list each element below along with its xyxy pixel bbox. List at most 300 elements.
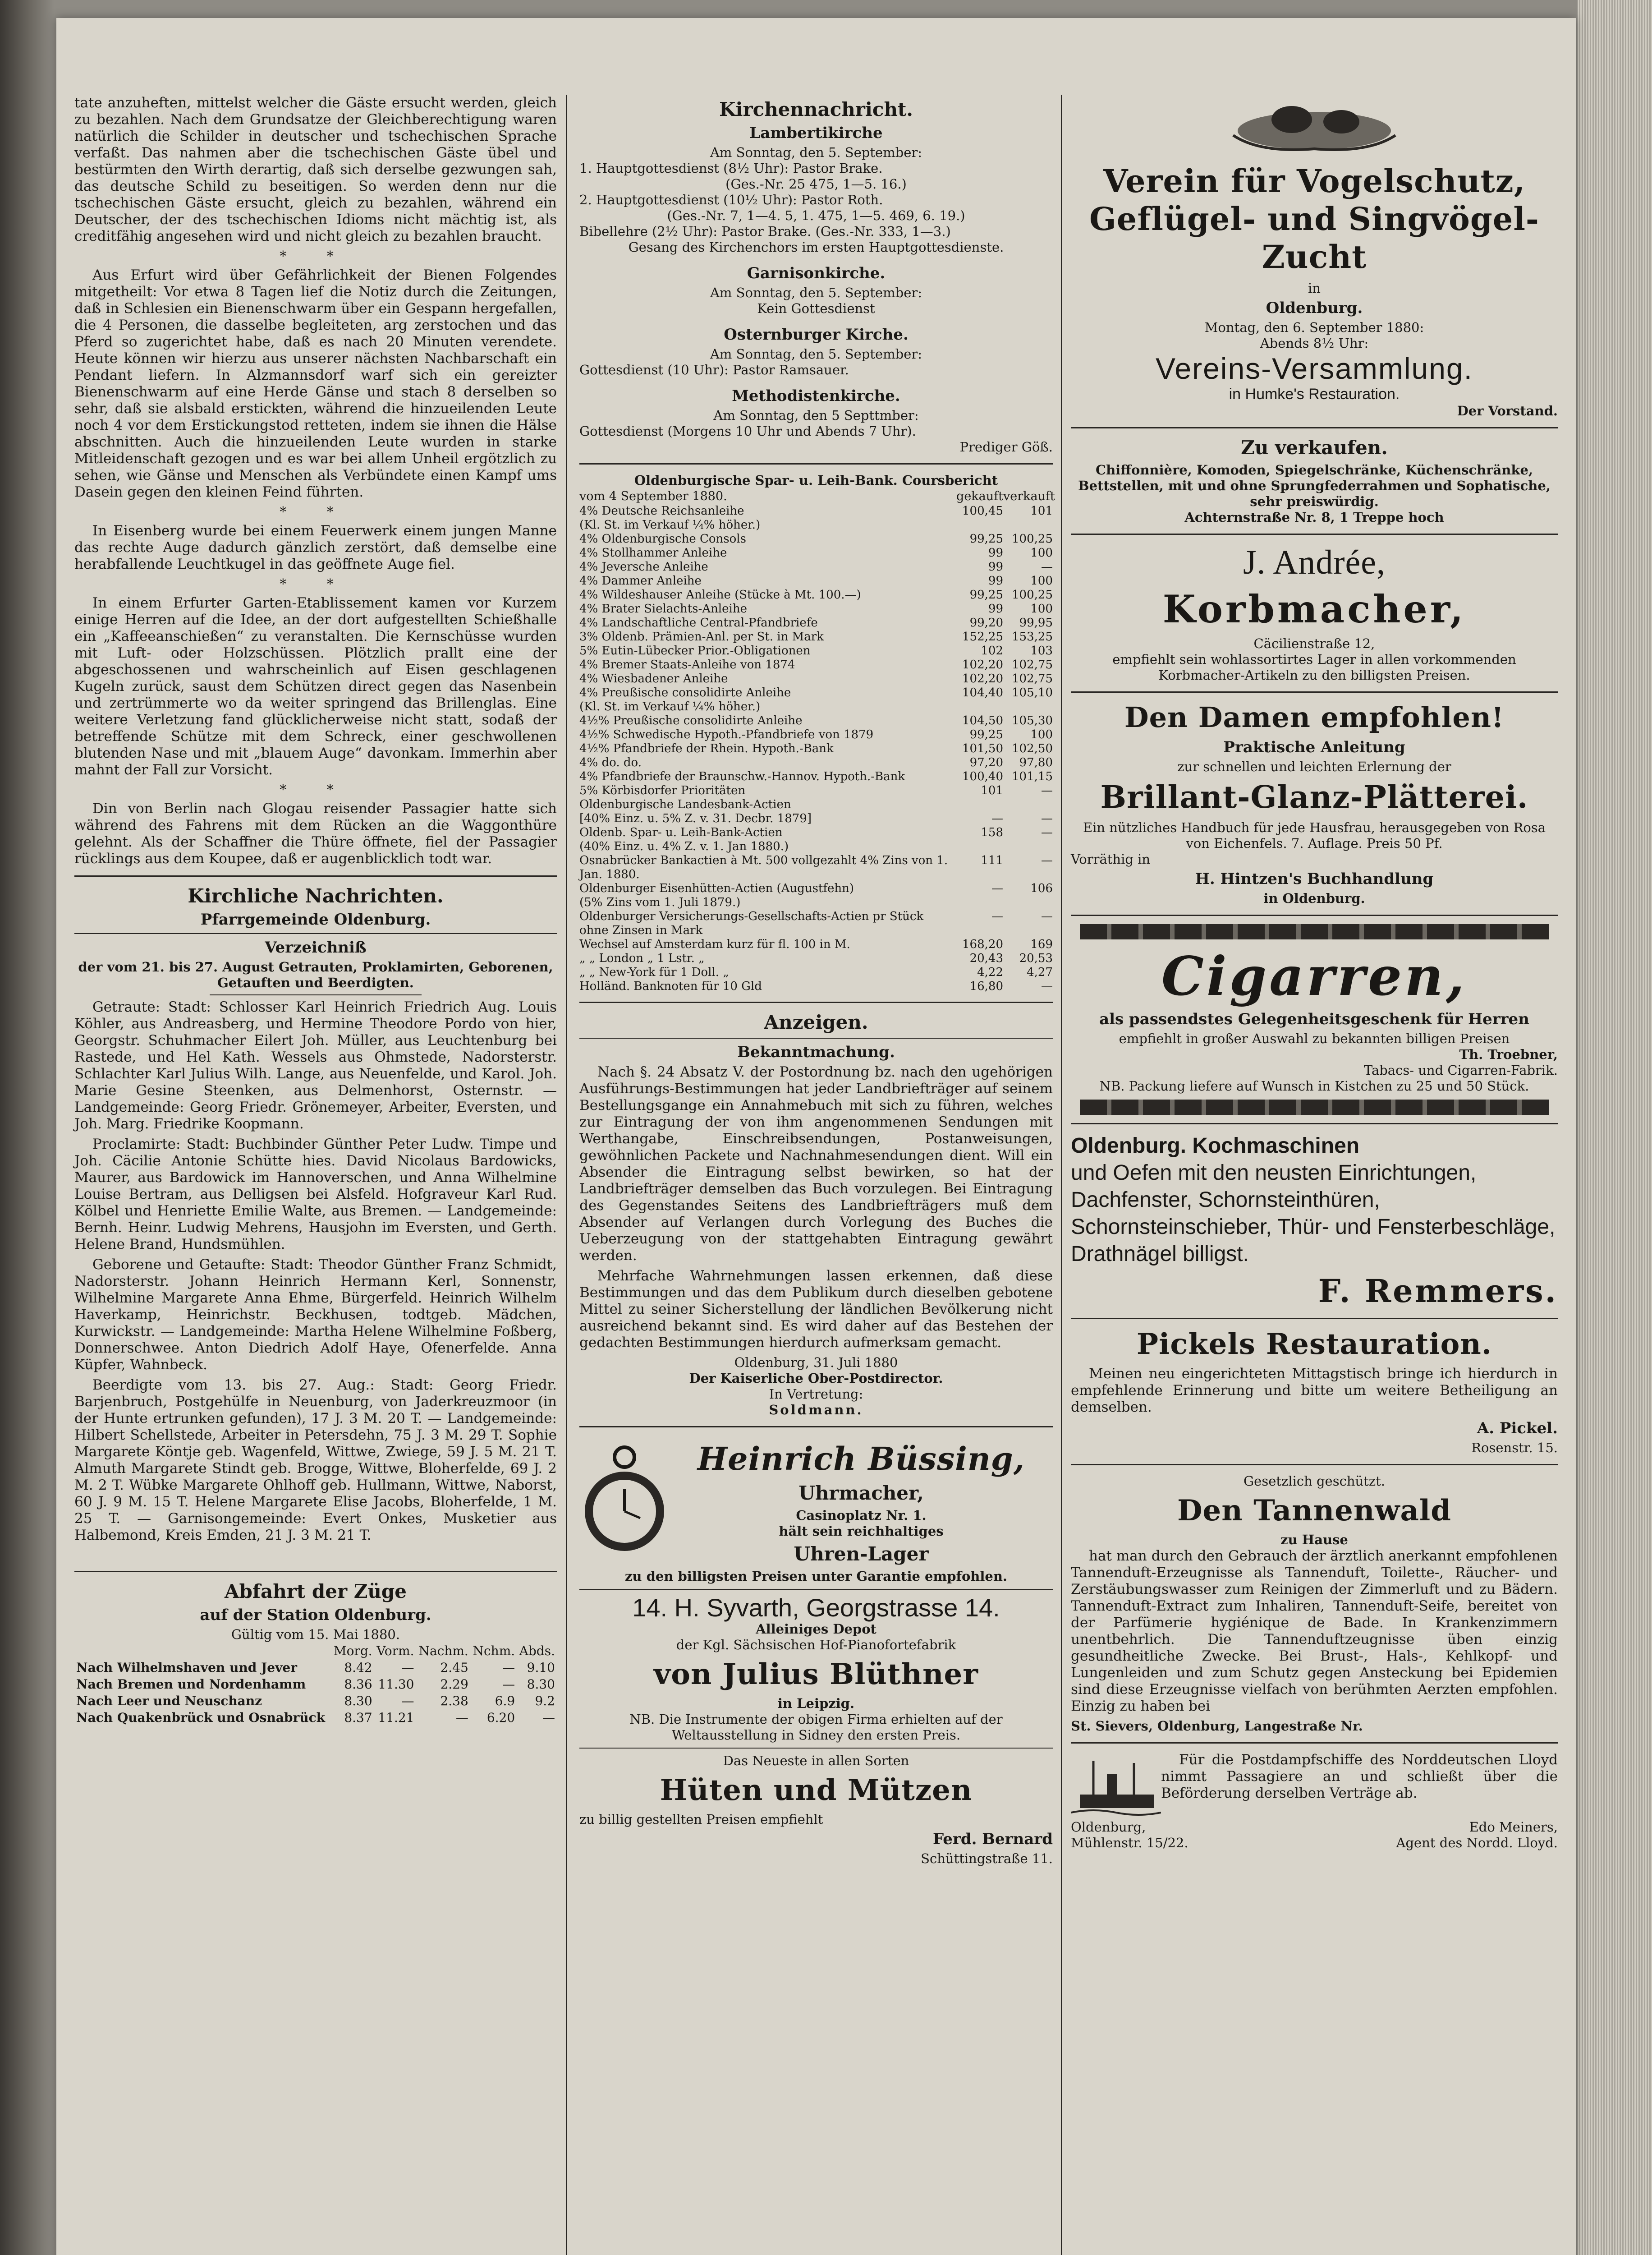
table-header-cell: Nchm. xyxy=(473,1643,515,1658)
security-name: Oldenburger Versicherungs-Gesellschafts-Actien pr Stück ohne Zinsen in Mark xyxy=(579,910,924,937)
text-line: Gottesdienst (Morgens 10 Uhr und Abends 7 Uhr). xyxy=(579,423,916,439)
table-row xyxy=(579,826,1053,840)
text-line: 1. Hauptgottesdienst (8½ Uhr): Pastor Brake. xyxy=(579,161,883,176)
bekanntmachung-text2: Mehrfache Wahrnehmungen lassen erkennen, daß diese Bestimmungen und das dem Publikum durch dieselben gebotene Mittel zu seiner Sicherstellung der ländlichen Bevölkerung nicht ausreichend bekannt sind. Es wird daher auf das Bestehen der gedachten Bestimmungen hierdurch aufmerksam gemacht. xyxy=(579,1268,1053,1351)
table-row xyxy=(579,798,1053,812)
table-row xyxy=(579,714,1053,728)
text-line: Uhrmacher, xyxy=(798,1482,924,1504)
divider xyxy=(210,994,422,995)
anzeigen-title: Anzeigen. xyxy=(764,1011,868,1033)
table-row xyxy=(579,630,1053,644)
verein-title: Verein für Vogelschutz, Geflügel- und Singvögel-Zucht xyxy=(1089,162,1539,276)
pickels-title: Pickels Restauration. xyxy=(1136,1327,1492,1361)
price-cell: 99 xyxy=(988,546,1003,560)
price-cell: 99,95 xyxy=(1019,616,1053,630)
beerdigte-list: Beerdigte vom 13. bis 27. Aug.: Stadt: Georg Friedr. Barjenbruch, Postgehülfe in Neuenburg, von Jaderkreuzmoor (in der Hunte ertrunken gefunden), 17 J. 3 M. 20 T. — Landgemeinde: Hilbert Schellstede, Arbeiter in Petersdehn, 75 J. 3 M. 29 T. Sophie Margarete Köntje geb. Wagenfeld, Wittwe, Zwiege, 59 J. 5 M. 21 T. Almuth Margarete Stindt geb. Brogge, Wittwe, Bloherfelde, 69 J. 2 M. 2 T. Wübke Margarete Ohlhoff geb. Hullmann, Wittwe, Naborst, 60 J. 9 M. 15 T. Helene Margarete Elise Jacobs, Bloherfelde, 1 M. 25 T. — Garnisongemeinde: Evert Onkes, Musketier aus Halbemond, Kreis Emden, 21 J. 3 M. 21 T. xyxy=(74,1377,557,1543)
geborene-list: Geborene und Getaufte: Stadt: Theodor Günther Franz Schmidt, Nadorsterstr. Johann Heinrich Hermann Kerl, Sonnenstr, Wilhelmine Margarete Anna Ehme, Bürgerfeld. Heinrich Wilhelm Haverkamp, Heinrichstr. Beckhusen, todtgeb. Mädchen, Kurwickstr. — Landgemeinde: Martha Helene Wilhelmine Foßberg, Donnerschwee. Anton Diedrich Adolf Haye, Ofenerfelde. Anna Küpfer, Wahnbeck. xyxy=(74,1256,557,1373)
security-name: 4% Pfandbriefe der Braunschw.-Hannov. Hypoth.-Bank xyxy=(579,770,905,783)
divider xyxy=(579,1589,1053,1590)
text-line: Oldenburg, xyxy=(1071,1819,1146,1835)
lloyd-ad xyxy=(1071,1752,1558,1819)
price-cell xyxy=(1003,700,1053,714)
table-header-cell: Vorm. xyxy=(376,1643,414,1658)
text-line: Praktische Anleitung xyxy=(1223,738,1405,756)
column-middle xyxy=(579,95,1053,1867)
price-cell: 99 xyxy=(988,602,1003,616)
divider xyxy=(1071,1318,1558,1319)
table-row xyxy=(579,644,1053,658)
text-line: als passendstes Gelegenheitsgeschenk für Herren xyxy=(1099,1010,1529,1028)
security-name: (5% Zins vom 1. Juli 1879.) xyxy=(579,896,741,909)
text-line: In Vertretung: xyxy=(769,1386,863,1402)
text-line: Am Sonntag, den 5 Septtmber: xyxy=(713,408,919,423)
table-row xyxy=(74,1659,557,1676)
security-name: „ „ London „ 1 Lstr. „ xyxy=(579,952,705,965)
table-row xyxy=(579,980,1053,994)
article-tschechisch: tate anzuheften, mittelst welcher die Gäste ersucht werden, gleich zu bezahlen. Nach dem Grundsatze der Gleichberechtigung waren natürlich die Schilder in deutscher und tschechischen Sprache verfaßt. Das nahmen aber die tschechischen Gäste übel und bestürmten den Wirth derartig, daß sich derselbe gezwungen sah, das deutsche Schild zu beseitigen. So werden denn nur die tschechischen Gäste ersucht, gleich zu bezahlen, während ein Deutscher, der des tschechischen Idioms nicht mächtig ist, als creditfähig angesehen wird und nicht gleich zu bezahlen braucht. xyxy=(74,95,557,244)
table-row xyxy=(579,966,1053,980)
price-cell: 100 xyxy=(1030,602,1053,616)
text-line: Am Sonntag, den 5. September: xyxy=(710,346,922,362)
security-name: Oldenburgische Landesbank-Actien xyxy=(579,798,791,811)
table-row xyxy=(579,854,1053,882)
price-cell: 168,20 xyxy=(962,938,1003,951)
price-cell: 102,20 xyxy=(962,672,1003,686)
divider xyxy=(1071,1742,1558,1744)
divider xyxy=(579,463,1053,465)
price-cell: 99,25 xyxy=(969,588,1003,602)
destination: Nach Leer und Neuschanz xyxy=(76,1694,262,1708)
bernard-name: Ferd. Bernard xyxy=(933,1830,1053,1848)
text-line: zu den billigsten Preisen unter Garantie empfohlen. xyxy=(624,1569,1008,1584)
osternburg-title: Osternburger Kirche. xyxy=(724,326,909,344)
column-right xyxy=(1071,95,1558,1851)
remmers-name: F. Remmers. xyxy=(1318,1272,1558,1310)
text-line: hält sein reichhaltiges xyxy=(779,1523,944,1539)
price-cell: 100,25 xyxy=(1012,532,1053,546)
column-rule-left xyxy=(566,95,567,2255)
divider xyxy=(579,1038,1053,1039)
time-cell: 9.10 xyxy=(527,1660,555,1675)
price-cell: 101 xyxy=(1030,504,1053,518)
security-name: (40% Einz. u. 4% Z. v. 1. Jan 1880.) xyxy=(579,840,789,853)
pocket-watch-icon xyxy=(579,1439,670,1565)
price-cell: — xyxy=(991,882,1003,895)
price-cell: — xyxy=(1041,812,1053,825)
separator: * * xyxy=(280,504,352,520)
time-cell: — xyxy=(455,1710,468,1725)
text-line: NB. Packung liefere auf Wunsch in Kistchen zu 25 und 50 Stück. xyxy=(1099,1078,1529,1094)
book-binding xyxy=(0,0,54,2255)
table-row xyxy=(579,756,1053,770)
table-row xyxy=(579,700,1053,714)
text-line: St. Sievers, Oldenburg, Langestraße Nr. xyxy=(1071,1718,1363,1734)
text-line: Th. Troebner, xyxy=(1459,1047,1558,1062)
separator: * * xyxy=(280,576,352,592)
table-row xyxy=(579,784,1053,798)
table-header-cell: Abds. xyxy=(519,1643,555,1658)
text-line: Der Kaiserliche Ober-Postdirector. xyxy=(689,1371,943,1386)
security-name: 4% Wildeshauser Anleihe (Stücke à Mt. 100.—) xyxy=(579,588,861,602)
price-cell xyxy=(954,798,1003,812)
table-row xyxy=(579,742,1053,756)
time-cell: 2.29 xyxy=(440,1677,468,1692)
table-header-row xyxy=(74,1643,557,1659)
divider xyxy=(1071,1123,1558,1124)
text-line: Oldenburg, 31. Juli 1880 xyxy=(734,1355,898,1370)
column-left xyxy=(74,95,557,1726)
price-cell: 100,40 xyxy=(962,770,1003,783)
price-cell: 4,27 xyxy=(1027,966,1053,979)
article-waggonthuere: Din von Berlin nach Glogau reisender Passagier hatte sich während des Fahrens mit dem Rücken an die Waggonthüre gelehnt. Als der Schaffner die Thüre öffnete, fiel der Passagier rücklings aus dem Koupee, daß er augenblicklich todt war. xyxy=(74,801,557,867)
text-line: (Ges.-Nr. 7, 1—4. 5, 1. 475, 1—5. 469, 6. 19.) xyxy=(667,208,965,223)
price-cell: 100,45 xyxy=(962,504,1003,518)
security-name: Oldenb. Spar- u. Leih-Bank-Actien xyxy=(579,826,783,839)
text-line: in Humke's Restauration. xyxy=(1229,386,1400,403)
separator: * * xyxy=(280,782,352,798)
security-name: 4% Landschaftliche Central-Pfandbriefe xyxy=(579,616,818,630)
methodisten-title: Methodistenkirche. xyxy=(732,387,900,405)
text-line: Edo Meiners, xyxy=(1469,1819,1558,1835)
price-cell: 99,25 xyxy=(969,728,1003,741)
text-line: Rosenstr. 15. xyxy=(1471,1440,1558,1455)
price-cell xyxy=(1003,798,1053,812)
text-line: in Leipzig. xyxy=(777,1696,855,1711)
security-name: (Kl. St. im Verkauf ¼% höher.) xyxy=(579,518,761,532)
kurs-title: Oldenburgische Spar- u. Leih-Bank. Coursbericht xyxy=(634,473,998,488)
time-cell: — xyxy=(542,1710,555,1725)
text-line: Gesang des Kirchenchors im ersten Hauptgottesdienste. xyxy=(628,239,1004,255)
security-name: 4% do. do. xyxy=(579,756,642,769)
getraute-list: Getraute: Stadt: Schlosser Karl Heinrich Friedrich Aug. Louis Köhler, aus Andreasberg, und Hermine Theodore Pordo von hier, Georgstr. Schuhmacher Eilert Joh. Müller, aus Leuchtenburg bei Rastede, und Hel Kath. Wessels aus Ohmstede, Nadorsterstr. Schlachter Karl Julius Wilh. Lange, aus Neuenfelde, und Karol. Joh. Marie Gesine Steenken, aus Delmenhorst, Osternstr. — Landgemeinde: Georg Friedr. Grönemeyer, Arbeiter, Eversten, und Joh. Marg. Friedrike Koopmann. xyxy=(74,999,557,1132)
price-cell: 99 xyxy=(988,574,1003,588)
price-cell: 20,53 xyxy=(1019,952,1053,965)
table-row xyxy=(74,1676,557,1693)
table-row xyxy=(579,952,1053,966)
security-name: Wechsel auf Amsterdam kurz für fl. 100 in M. xyxy=(579,938,850,951)
text-line: zur schnellen und leichten Erlernung der xyxy=(1177,759,1451,774)
text-line: Schüttingstraße 11. xyxy=(921,1851,1053,1866)
versammlung-title: Vereins-Versammlung. xyxy=(1156,352,1473,385)
bekanntmachung-title: Bekanntmachung. xyxy=(737,1043,895,1061)
text-line: Mühlenstr. 15/22. xyxy=(1071,1835,1189,1850)
security-name: Osnabrücker Bankactien à Mt. 500 vollgezahlt 4% Zins von 1. Jan. 1880. xyxy=(579,854,948,881)
lloyd-text: Für die Postdampfschiffe des Norddeutschen Lloyd nimmt Passagiere an und schließt über die Beförderung derselben Verträge ab. xyxy=(1161,1752,1558,1801)
table-row xyxy=(579,896,1053,910)
divider xyxy=(74,1571,557,1572)
price-cell: — xyxy=(1041,826,1053,839)
price-cell: 102,75 xyxy=(1012,672,1053,686)
price-cell: 153,25 xyxy=(1012,630,1053,644)
kurs-date: vom 4 September 1880. xyxy=(579,489,727,503)
separator: * * xyxy=(280,249,352,264)
table-row xyxy=(579,588,1053,602)
price-cell: 106 xyxy=(1030,882,1053,895)
steamship-icon xyxy=(1071,1752,1161,1819)
pfarrgemeinde-title: Pfarrgemeinde Oldenburg. xyxy=(200,911,431,929)
price-cell: 105,10 xyxy=(1012,686,1053,700)
price-cell xyxy=(954,700,1003,714)
price-cell: 20,43 xyxy=(969,952,1003,965)
table-row xyxy=(579,812,1053,826)
price-cell: 100 xyxy=(1030,728,1053,741)
text-line: Oldenburg. xyxy=(1266,299,1363,317)
text-line: Cäcilienstraße 12, xyxy=(1253,636,1375,651)
buessing-ad xyxy=(579,1436,1053,1569)
security-name: 5% Eutin-Lübecker Prior.-Obligationen xyxy=(579,644,811,658)
price-cell xyxy=(1003,518,1053,532)
security-name: Holländ. Banknoten für 10 Gld xyxy=(579,980,762,993)
buessing-name: Heinrich Büssing, xyxy=(697,1440,1025,1477)
price-cell: 102,75 xyxy=(1012,658,1053,672)
kochmaschinen-text: und Oefen mit den neusten Einrichtungen, Dachfenster, Schornsteinthüren, Schornsteinschieber, Thür- und Fensterbeschläge, Drathnägel billigst. xyxy=(1071,1161,1556,1266)
kurs-header xyxy=(579,488,1053,504)
table-header-cell: Nachm. xyxy=(418,1643,468,1658)
text-line: Kein Gottesdienst xyxy=(757,301,875,316)
price-cell: 158 xyxy=(981,826,1003,839)
text-line: Abends 8½ Uhr: xyxy=(1260,336,1369,351)
price-cell: — xyxy=(1041,560,1053,574)
table-row xyxy=(579,882,1053,896)
price-cell: — xyxy=(1041,980,1053,993)
table-row xyxy=(579,574,1053,588)
destination: Nach Bremen und Nordenhamm xyxy=(76,1677,306,1692)
security-name: 4% Jeversche Anleihe xyxy=(579,560,708,574)
cigarren-title: Cigarren, xyxy=(1161,945,1467,1008)
time-cell: — xyxy=(502,1660,515,1675)
table-row xyxy=(74,1693,557,1709)
security-name: 4½% Preußische consolidirte Anleihe xyxy=(579,714,803,727)
zuege-title: Abfahrt der Züge xyxy=(224,1580,407,1602)
tannenwald-text: hat man durch den Gebrauch der ärztlich anerkannt empfohlenen Tannenduft-Erzeugnisse als Tannenduft, Toilette-, Räucher- und Zerstäubungswasser zum Reinigen der Zimmerluft und zu Bädern. Tannenduft-Extract zum Inhaliren, Tannenduft-Seife, bereitet von der Parfümerie hygiénique de Bade. In Krankenzimmern unentbehrlich. Die Tannenduftzeugnisse üben einzig gesundheitliche Zwecke. Bei Brust-, Hals-, Kehlkopf- und Lungenleiden und zum Schutz gegen Ansteckung bei Epidemien sind diese Erzeugnisse vielfach von berühmten Aerzten empfohlen. Einzig zu haben bei xyxy=(1071,1548,1558,1714)
time-cell: — xyxy=(401,1694,414,1708)
time-cell: 2.45 xyxy=(440,1660,468,1675)
divider xyxy=(1071,915,1558,916)
price-cell: — xyxy=(991,812,1003,825)
andree-name: J. Andrée, xyxy=(1243,543,1386,581)
price-cell: 97,20 xyxy=(969,756,1003,769)
price-cell: 99,25 xyxy=(969,532,1003,546)
security-name: 3% Oldenb. Prämien-Anl. per St. in Mark xyxy=(579,630,824,644)
security-name: Oldenburger Eisenhütten-Actien (Augustfehn) xyxy=(579,882,854,895)
zuege-subtitle: auf der Station Oldenburg. xyxy=(200,1606,431,1624)
text-line: Bibellehre (2½ Uhr): Pastor Brake. (Ges.-Nr. 333, 1—3.) xyxy=(579,224,951,239)
column-rule-right xyxy=(1061,95,1062,2255)
price-cell: 102,20 xyxy=(962,658,1003,672)
time-cell: 8.30 xyxy=(527,1677,555,1692)
bird-vignette-icon xyxy=(1206,95,1423,158)
security-name: 5% Körbisdorfer Prioritäten xyxy=(579,784,746,797)
table-row xyxy=(579,518,1053,532)
table-row xyxy=(579,658,1053,672)
divider xyxy=(74,933,557,934)
text-line: Agent des Nordd. Lloyd. xyxy=(1396,1835,1558,1850)
price-cell xyxy=(1003,896,1053,910)
price-cell xyxy=(1003,840,1053,854)
price-cell: 99,20 xyxy=(969,616,1003,630)
divider xyxy=(1071,427,1558,428)
price-cell: 152,25 xyxy=(962,630,1003,644)
price-cell xyxy=(954,840,1003,854)
table-header-cell: verkauft xyxy=(1003,489,1055,503)
price-cell: 102,50 xyxy=(1012,742,1053,755)
price-cell: 104,50 xyxy=(962,714,1003,727)
text-line: Prediger Göß. xyxy=(959,439,1053,455)
text-line: Ein nützliches Handbuch für jede Hausfrau, herausgegeben von Rosa von Eichenfels. 7. Auflage. Preis 50 Pf. xyxy=(1083,820,1546,851)
zuege-valid: Gültig vom 15. Mai 1880. xyxy=(231,1627,400,1642)
time-cell: 9.2 xyxy=(535,1694,555,1708)
price-cell: 169 xyxy=(1030,938,1053,951)
price-cell: 100 xyxy=(1030,546,1053,560)
pickels-text: Meinen neu eingerichteten Mittagstisch bringe ich hierdurch in empfehlende Erinnerung und bitte um weitere Betheiligung an demselben. xyxy=(1071,1366,1558,1415)
text-line: der Kgl. Sächsischen Hof-Pianofortefabrik xyxy=(676,1637,956,1652)
kirchliche-nachrichten-title: Kirchliche Nachrichten. xyxy=(188,885,444,907)
article-bienen: Aus Erfurt wird über Gefährlichkeit der Bienen Folgendes mitgetheilt: Vor etwa 8 Tagen lief die Notiz durch die Zeitungen, daß in Schlesien ein Bienenschwarm über ein Gespann hergefallen, die 4 Personen, die dasselbe begleiteten, arg zerstochen und das Pferd so zugerichtet habe, daß es nach 20 Minuten verendete. Heute können wir hierzu aus unserer nächsten Nachbarschaft ein Pendant liefern. In Alzmannsdorf warf sich ein gereizter Bienenschwarm auf eine Herde Gänse und stach 8 derselben so sehr, daß sie alsbald erstickten, während die hinzueilenden Leute noch 4 vor dem Erstickungstod retteten, indem sie ihnen die Hälse abschnitten. Auch die hinzueilenden Leute wurden in starke Mitleidenschaft gezogen und es war bei allem Unheil ergötzlich zu sehen, wie Gänse und Menschen als Verbündete einen Kampf ums Dasein gegen den kleinen Feind führten. xyxy=(74,267,557,500)
syvarth-title: 14. H. Syvarth, Georgstrasse 14. xyxy=(632,1593,1000,1622)
price-cell: 99 xyxy=(988,560,1003,574)
verkaufen-title: Zu verkaufen. xyxy=(1241,437,1388,459)
time-cell: 6.9 xyxy=(495,1694,515,1708)
text-line: Achternstraße Nr. 8, 1 Treppe hoch xyxy=(1184,510,1444,525)
text-line: Vorräthig in xyxy=(1071,851,1151,867)
table-row xyxy=(579,840,1053,854)
newspaper-page xyxy=(56,18,1576,2255)
train-timetable xyxy=(74,1643,557,1726)
price-cell: 104,40 xyxy=(962,686,1003,700)
price-cell: 101,50 xyxy=(962,742,1003,755)
ornament-bar xyxy=(1080,924,1549,939)
table-row xyxy=(579,546,1053,560)
text-line: (Ges.-Nr. 25 475, 1—5. 16.) xyxy=(725,176,907,192)
table-row xyxy=(74,1709,557,1726)
divider xyxy=(74,875,557,877)
damen-title: Den Damen empfohlen! xyxy=(1124,701,1505,734)
price-cell: 111 xyxy=(981,854,1003,867)
text-line: in Oldenburg. xyxy=(1263,891,1365,906)
text-line: Chiffonnière, Komoden, Spiegelschränke, Küchenschränke, Bettstellen, mit und ohne Sprungfederrahmen und Sophatische, sehr preiswürdig. xyxy=(1078,462,1551,509)
text-line: Alleiniges Depot xyxy=(756,1621,876,1637)
kirchennachricht-title: Kirchennachricht. xyxy=(719,98,913,120)
article-kaffeeanschiessen: In einem Erfurter Garten-Etablissement kamen vor Kurzem einige Herren auf die Idee, an der dort aufgestellten Schießhalle ein „Kaffeeanschießen“ zu veranstalten. Die Kernschüsse wurden mit Luft- oder Holzschüssen. Plötzlich prallt eine der abgeschossenen und wahrscheinlich auf Eisen geschlagenen Kugeln zurück, saust dem Schützen direct gegen das Nasenbein und zertrümmerte wo da weiter springend das Brillenglas. Eine weitere Verletzung fand glücklicherweise nicht statt, sodaß der betreffende Schütze mit dem Schreck, einer geschwollenen blutenden Nase und mit „blauem Auge“ davonkam. Immerhin aber mahnt der Fall zur Vorsicht. xyxy=(74,595,557,778)
proclamirte-list: Proclamirte: Stadt: Buchbinder Günther Peter Ludw. Timpe und Joh. Cäcilie Antonie Schütte hies. David Nicolaus Bardowicks, Maurer, aus Bardowick im Hannoverschen, und Anna Wilhelmine Louise Bertram, aus Delligsen bei Alsfeld. Hofgraveur Karl Rud. Kölbel und Henriette Emilie Walte, aus Bremen. — Landgemeinde: Bernh. Heinr. Ludwig Mehrens, Hausjohn im Eversten, und Gerth. Helene Brand, Hundsmühlen. xyxy=(74,1136,557,1252)
price-cell: 100,25 xyxy=(1012,588,1053,602)
price-cell: 102 xyxy=(981,644,1003,658)
price-cell: — xyxy=(1041,854,1053,867)
table-row xyxy=(579,504,1053,518)
text-line: zu billig gestellten Preisen empfiehlt xyxy=(579,1812,823,1827)
price-cell: — xyxy=(1041,784,1053,797)
text-line: Montag, den 6. September 1880: xyxy=(1204,320,1424,335)
text-line: in xyxy=(1308,281,1321,296)
time-cell: 8.30 xyxy=(344,1694,372,1708)
time-cell: 8.37 xyxy=(344,1710,372,1725)
text-line: Uhren-Lager xyxy=(794,1543,929,1565)
divider xyxy=(579,1002,1053,1003)
price-cell xyxy=(954,518,1003,532)
text-line: H. Hintzen's Buchhandlung xyxy=(1195,870,1434,888)
time-cell: — xyxy=(401,1660,414,1675)
time-cell: 8.36 xyxy=(344,1677,372,1692)
text-line: empfiehlt in großer Auswahl zu bekannten billigen Preisen xyxy=(1119,1031,1510,1046)
security-name: 4% Wiesbadener Anleihe xyxy=(579,672,728,686)
table-row xyxy=(579,770,1053,784)
table-header-cell: gekauft xyxy=(956,489,1003,503)
text-line: empfiehlt sein wohlassortirtes Lager in allen vorkommenden Korbmacher-Artikeln zu den billigsten Preisen. xyxy=(1112,652,1516,683)
price-cell: 103 xyxy=(1030,644,1053,658)
price-cell: 105,30 xyxy=(1012,714,1053,727)
table-row xyxy=(579,938,1053,952)
bekanntmachung-text: Nach §. 24 Absatz V. der Postordnung bz. nach den ugehörigen Ausführungs-Bestimmungen hat jeder Landbriefträger auf seinem Bestellungsgange ein Annahmebuch mit sich zu führen, welches zur Eintragung der von ihm angenommenen Sendungen mit Werthangabe, Einschreibsendungen, Postanweisungen, gewöhnlichen Packete und Nachnahmesendungen dient. Will ein Absender die Eintragung selbst bewirken, so hat der Landbriefträger demselben das Buch vorzulegen. Bei Eintragung des Gegenstandes Seitens des Landbriefträgers muß dem Absender auf Verlangen durch Vorlegung des Buches die Ueberzeugung von der stattgehabten Eintragung gewährt werden. xyxy=(579,1064,1053,1264)
text-line: zu Hause xyxy=(1280,1532,1348,1547)
huete-title: Hüten und Mützen xyxy=(660,1773,973,1807)
kochmaschinen-title: Oldenburg. Kochmaschinen xyxy=(1071,1134,1360,1158)
text-line: Der Vorstand. xyxy=(1457,403,1558,419)
table-row xyxy=(579,728,1053,742)
text-line: Gottesdienst (10 Uhr): Pastor Ramsauer. xyxy=(579,362,849,377)
text-line: NB. Die Instrumente der obigen Firma erhielten auf der Weltausstellung in Sidney den ersten Preis. xyxy=(629,1712,1003,1743)
lamberti-title: Lambertikirche xyxy=(749,124,883,142)
lloyd-footer xyxy=(1071,1819,1558,1835)
price-cell: 100 xyxy=(1030,574,1053,588)
table-row xyxy=(579,672,1053,686)
divider xyxy=(1071,1464,1558,1465)
time-cell: 11.30 xyxy=(378,1677,414,1692)
security-name: 4% Preußische consolidirte Anleihe xyxy=(579,686,791,700)
security-name: 4% Dammer Anleihe xyxy=(579,574,702,588)
text-line: Casinoplatz Nr. 1. xyxy=(796,1508,927,1523)
korbmacher-title: Korbmacher, xyxy=(1162,587,1466,631)
security-name: 4% Deutsche Reichsanleihe xyxy=(579,504,744,518)
article-feuerwerk: In Eisenberg wurde bei einem Feuerwerk einem jungen Manne das rechte Auge dadurch gänzlich zerstört, daß demselbe eine herabfallende Leuchtkugel in das geöffnete Auge fiel. xyxy=(74,523,557,572)
price-cell: — xyxy=(1041,910,1053,923)
security-name: 4% Bremer Staats-Anleihe von 1874 xyxy=(579,658,795,672)
price-cell xyxy=(954,896,1003,910)
time-cell: 2.38 xyxy=(440,1694,468,1708)
security-name: [40% Einz. u. 5% Z. v. 31. Decbr. 1879] xyxy=(579,812,812,825)
destination: Nach Quakenbrück und Osnabrück xyxy=(76,1710,326,1725)
divider xyxy=(579,1426,1053,1427)
text-line: 2. Hauptgottesdienst (10½ Uhr): Pastor Roth. xyxy=(579,192,883,207)
kurs-table xyxy=(579,504,1053,994)
time-cell: — xyxy=(502,1677,515,1692)
text-line: Soldmann. xyxy=(769,1402,863,1417)
destination: Nach Wilhelmshaven und Jever xyxy=(76,1660,297,1675)
price-cell: 101 xyxy=(981,784,1003,797)
divider xyxy=(579,1748,1053,1749)
ornament-bar xyxy=(1080,1100,1549,1115)
text-line: Das Neueste in allen Sorten xyxy=(723,1753,909,1768)
price-cell: 16,80 xyxy=(969,980,1003,993)
verzeichnis-title: Verzeichniß xyxy=(265,939,367,957)
security-name: 4% Brater Sielachts-Anleihe xyxy=(579,602,747,616)
table-row xyxy=(579,532,1053,546)
lloyd-footer xyxy=(1071,1835,1558,1851)
security-name: 4½% Schwedische Hypoth.-Pfandbriefe von 1879 xyxy=(579,728,874,741)
table-row xyxy=(579,602,1053,616)
table-header-cell: Morg. xyxy=(333,1643,372,1658)
time-cell: 6.20 xyxy=(486,1710,515,1725)
garnison-title: Garnisonkirche. xyxy=(747,264,886,282)
table-row xyxy=(579,910,1053,938)
security-name: (Kl. St. im Verkauf ¼% höher.) xyxy=(579,700,761,713)
pickel-name: A. Pickel. xyxy=(1477,1419,1558,1437)
tannenwald-title: Den Tannenwald xyxy=(1177,1494,1451,1528)
security-name: 4% Oldenburgische Consols xyxy=(579,532,746,546)
table-row xyxy=(579,686,1053,700)
text-line: Am Sonntag, den 5. September: xyxy=(710,145,922,160)
divider xyxy=(1071,691,1558,693)
price-cell: — xyxy=(991,910,1003,923)
